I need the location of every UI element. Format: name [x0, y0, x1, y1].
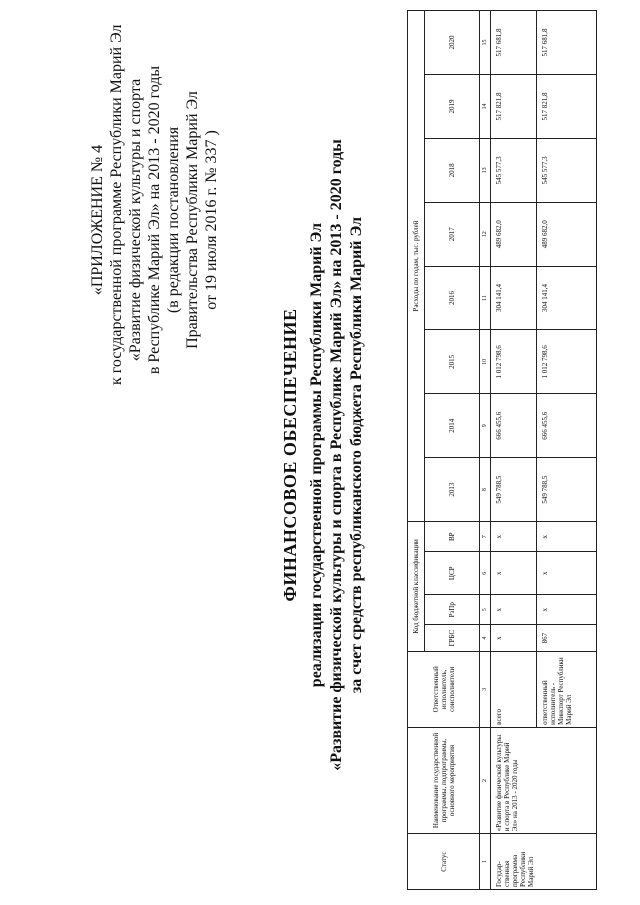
header-year: 2020 — [425, 11, 480, 75]
column-number: 6 — [480, 552, 491, 595]
header-executor: Ответственный исполнитель, соисполнители — [408, 651, 480, 727]
cell-value: 517 821,8 — [491, 75, 537, 139]
header-year: 2016 — [425, 266, 480, 330]
appendix-line: «Развитие физической культуры и спорта — [127, 78, 144, 362]
header-status: Статус — [408, 834, 480, 890]
cell-rzpr: x — [537, 595, 597, 625]
heading-line: «Развитие физической культуры и спорта в Республике Марий Эл» на 2013 - 2020 годы — [328, 139, 345, 771]
cell-executor: всего — [491, 651, 537, 727]
cell-csr: x — [491, 552, 537, 595]
header-year: 2018 — [425, 138, 480, 202]
header-grbs: ГРБС — [425, 625, 480, 651]
cell-value: 666 455,6 — [537, 394, 597, 458]
financing-table — [407, 10, 597, 890]
header-expenses-group: Расходы по годам, тыс. рублей — [408, 11, 425, 522]
cell-value: 666 455,6 — [491, 394, 537, 458]
cell-value: 489 682,0 — [491, 202, 537, 266]
document-title: ФИНАНСОВОЕ ОБЕСПЕЧЕНИЕ — [280, 308, 300, 602]
header-name: Наименование государственной программы, подпрограммы, основного мероприятия — [408, 727, 480, 833]
column-number: 5 — [480, 595, 491, 625]
cell-value: 1 012 798,6 — [537, 330, 597, 394]
header-year: 2017 — [425, 202, 480, 266]
cell-value: 517 681,8 — [491, 11, 537, 75]
column-number: 8 — [480, 458, 491, 522]
cell-value: 304 141,4 — [491, 266, 537, 330]
cell-value: 545 577,3 — [537, 138, 597, 202]
cell-name: «Развитие физической культуры и спорта в Республике Марий Эл» на 2013 - 2020 годы — [491, 727, 597, 833]
header-vr: ВР — [425, 522, 480, 552]
header-csr: ЦСР — [425, 552, 480, 595]
cell-value: 549 788,5 — [491, 458, 537, 522]
appendix-line: «ПРИЛОЖЕНИЕ № 4 — [89, 144, 106, 296]
column-number: 10 — [480, 330, 491, 394]
table-row — [491, 11, 537, 890]
column-number: 1 — [480, 834, 491, 890]
cell-value: 545 577,3 — [491, 138, 537, 202]
header-year: 2015 — [425, 330, 480, 394]
column-number: 3 — [480, 651, 491, 727]
cell-value: 1 012 798,6 — [491, 330, 537, 394]
column-number: 11 — [480, 266, 491, 330]
heading-line: за счет средств республиканского бюджета Республики Марий Эл — [348, 216, 365, 694]
header-year: 2014 — [425, 394, 480, 458]
column-number-row — [480, 11, 491, 890]
appendix-line: в Республике Марий Эл» на 2013 - 2020 годы — [146, 65, 163, 375]
appendix-block — [88, 24, 221, 385]
appendix-line: (в редакции постановления — [165, 126, 182, 314]
appendix-line: к государственной программе Республики Марий Эл — [108, 24, 125, 385]
header-year: 2013 — [425, 458, 480, 522]
heading-line: реализации государственной программы Республики Марий Эл — [308, 222, 325, 688]
cell-value: 489 682,0 — [537, 202, 597, 266]
header-year: 2019 — [425, 75, 480, 139]
column-number: 9 — [480, 394, 491, 458]
column-number: 15 — [480, 11, 491, 75]
column-number: 7 — [480, 522, 491, 552]
cell-value: 304 141,4 — [537, 266, 597, 330]
appendix-line: Правительства Республики Марий Эл — [184, 91, 201, 349]
cell-vr: x — [491, 522, 537, 552]
header-rzpr: РзПр — [425, 595, 480, 625]
cell-value: 549 788,5 — [537, 458, 597, 522]
cell-executor: ответственный исполнитель - Минспорт Республики Марий Эл — [537, 651, 597, 727]
appendix-line: от 19 июля 2016 г. № 337 ) — [203, 130, 220, 310]
column-number: 14 — [480, 75, 491, 139]
cell-value: 517 681,8 — [537, 11, 597, 75]
cell-grbs: 867 — [537, 625, 597, 651]
cell-value: 517 821,8 — [537, 75, 597, 139]
cell-grbs: x — [491, 625, 537, 651]
cell-rzpr: x — [491, 595, 537, 625]
cell-status: Государ-ственная программа Республики Марий Эл — [491, 834, 597, 890]
cell-vr: x — [537, 522, 597, 552]
column-number: 12 — [480, 202, 491, 266]
header-code-group: Код бюджетной классификации — [408, 522, 425, 652]
document-heading — [280, 75, 367, 835]
column-number: 4 — [480, 625, 491, 651]
column-number: 13 — [480, 138, 491, 202]
cell-csr: x — [537, 552, 597, 595]
column-number: 2 — [480, 727, 491, 833]
